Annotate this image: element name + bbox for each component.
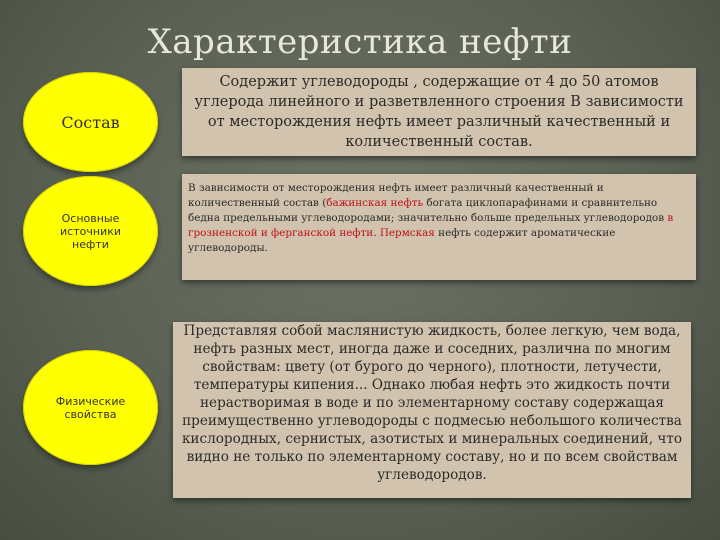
- circle-sources-label: [51, 212, 131, 251]
- sources-text-part-2: богата циклопарафинами и сравнительно бедна предельными углеводородами; значительно больше предельных углеводородов: [188, 197, 668, 224]
- sources-highlight-grozny-fergana: в грозненской и ферганской нефти: [188, 212, 674, 239]
- sources-text-part-1: В зависимости от месторождения нефть имеет различный качественный и количественный состав (: [188, 182, 604, 209]
- sources-highlight-perm: Пермская: [379, 227, 435, 239]
- circle-physical-line-1: Физические: [55, 394, 126, 408]
- composition-box: [182, 68, 696, 156]
- sources-text-part-4: нефть содержит ароматические углеводороды.: [188, 227, 616, 254]
- sources-text: [182, 174, 696, 256]
- sources-highlight-bazhen: бажинская нефть: [326, 197, 424, 209]
- circle-sources-line-2: источники: [60, 224, 121, 238]
- circle-composition-label: Состав: [61, 112, 120, 132]
- circle-sources-line-3: нефти: [72, 237, 109, 251]
- sources-text-part-3: .: [373, 227, 380, 239]
- physical-properties-text: Представляя собой маслянистую жидкость, более легкую, чем вода, нефть разных мест, иногда даже и соседних, различна по многим свойствам: цвету (от бурого до черного), плотности, летучести, температуры кипения... Однако любая нефть это жидкость почти нерастворимая в воде и по элементарному составу содержащая преимущественно углеводороды с подмесью небольшого количества кислородных, сернистых, азотистых и минеральных соединений, что видно не только по элементарному составу, но и по всем свойствам углеводородов.: [181, 323, 683, 483]
- circle-physical-properties: [23, 350, 158, 465]
- circle-physical-label: [51, 395, 131, 421]
- circle-composition: [23, 72, 158, 172]
- circle-sources-line-1: Основные: [61, 211, 120, 225]
- composition-text: Содержит углеводороды , содержащие от 4 до 50 атомов углерода линейного и разветвленного строения В зависимости от месторождения нефть имеет различный качественный и количественный состав.: [194, 74, 684, 150]
- slide-title: Характеристика нефти: [147, 22, 573, 62]
- sources-box: [182, 174, 696, 280]
- circle-sources: [23, 176, 158, 286]
- physical-properties-box: [173, 322, 691, 498]
- circle-physical-line-2: свойства: [64, 407, 117, 421]
